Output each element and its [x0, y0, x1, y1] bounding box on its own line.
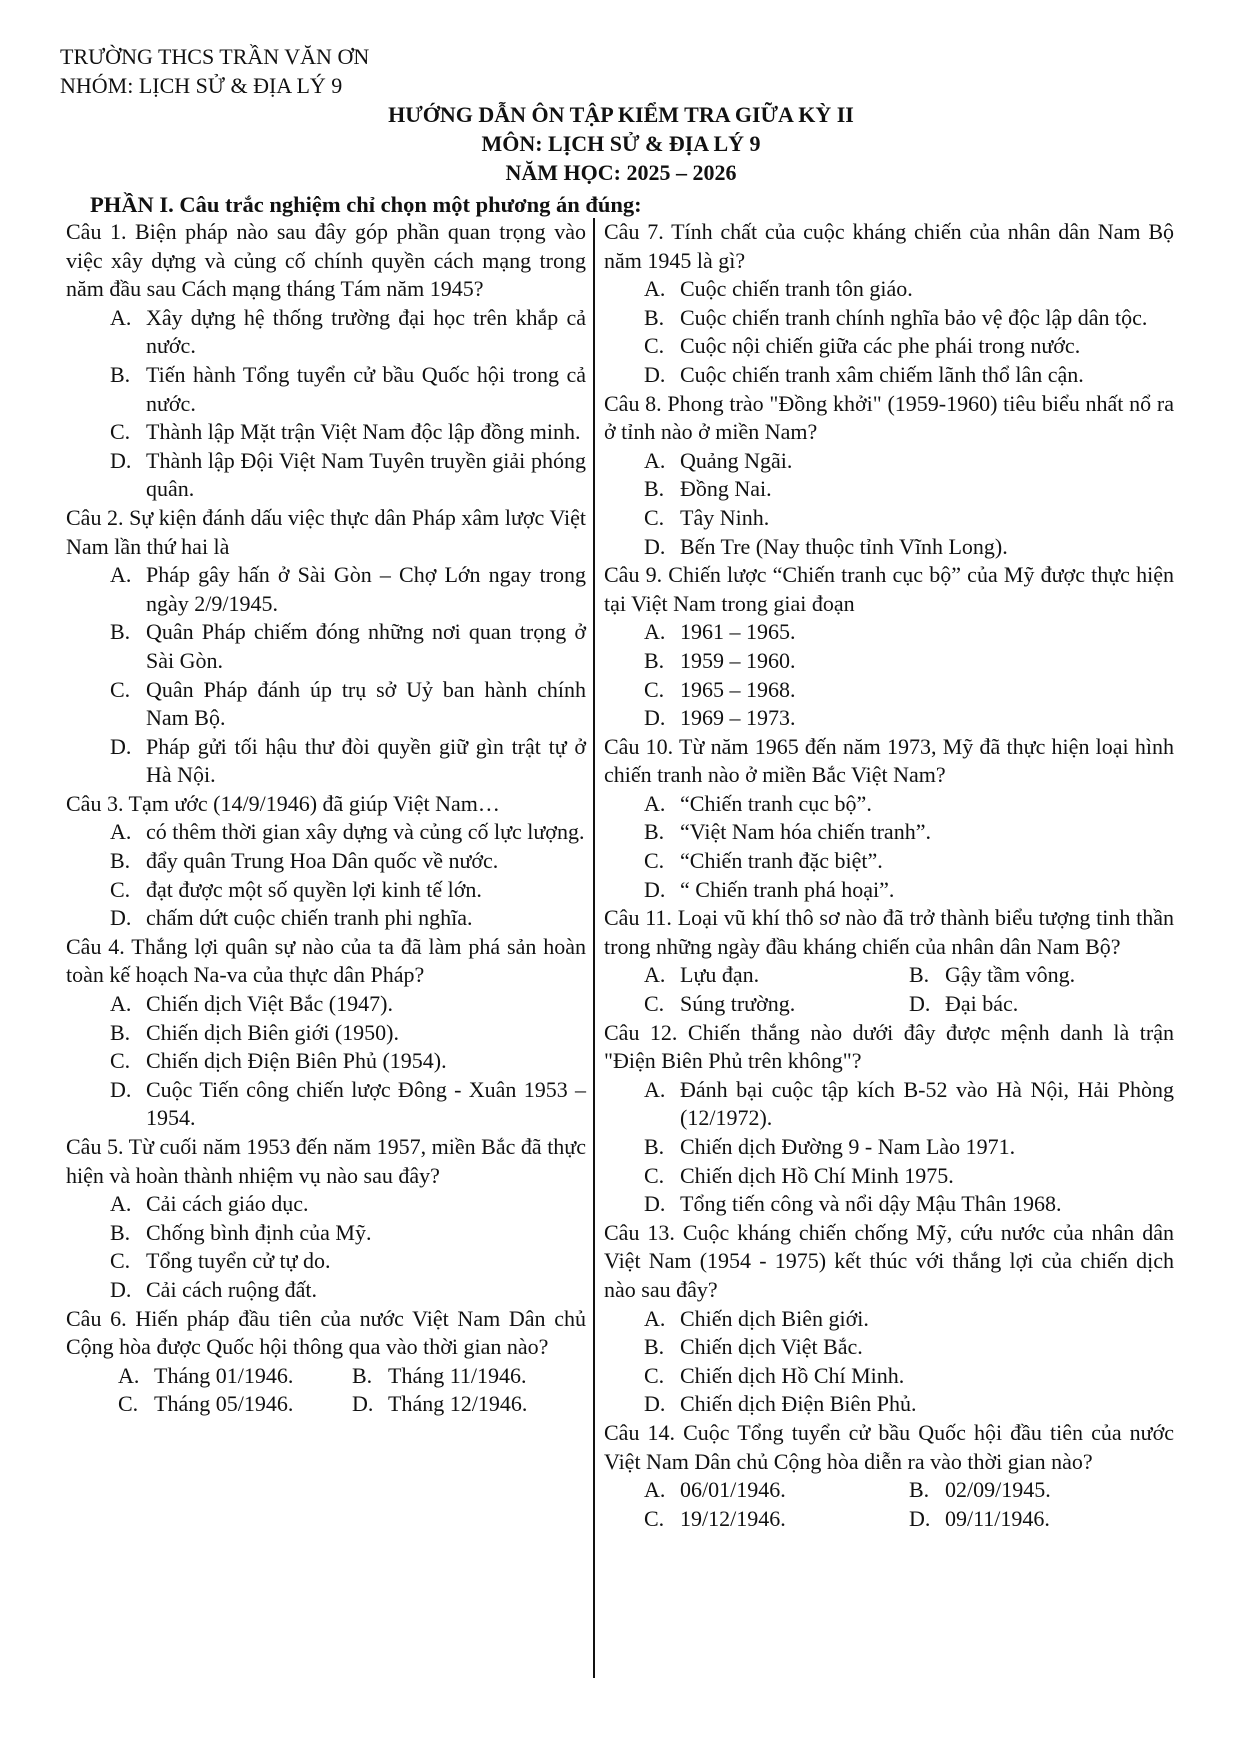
question-13 [604, 1219, 1174, 1419]
option-text: chấm dứt cuộc chiến tranh phi nghĩa. [146, 905, 473, 931]
option-text: 02/09/1945. [945, 1477, 1051, 1503]
option-b [604, 818, 1174, 847]
option-text: Chiến dịch Hồ Chí Minh 1975. [680, 1162, 954, 1188]
question-10 [604, 733, 1174, 905]
option-text: Đại bác. [945, 991, 1019, 1017]
option-label: B. [110, 848, 131, 874]
question-text: Câu 13. Cuộc kháng chiến chống Mỹ, cứu nước của nhân dân Việt Nam (1954 - 1975) kết thúc với thắng lợi của chiến dịch nào sau đây? [604, 1219, 1174, 1302]
option-text: Tiến hành Tổng tuyển cử bầu Quốc hội trong cả nước. [146, 361, 586, 416]
question-8 [604, 390, 1174, 562]
option-b [66, 1219, 586, 1248]
option-label: D. [644, 1191, 666, 1217]
option-text: Chiến dịch Việt Bắc. [680, 1334, 863, 1360]
option-text: Chiến dịch Biên giới (1950). [146, 1019, 399, 1045]
option-label: D. [644, 1391, 666, 1417]
option-d [66, 904, 586, 933]
option-a [604, 618, 1174, 647]
option-label: D. [644, 876, 666, 902]
option-label: C. [644, 848, 665, 874]
option-label: C. [110, 876, 131, 902]
option-text: Chiến dịch Hồ Chí Minh. [680, 1362, 905, 1388]
question-4 [66, 933, 586, 1133]
option-text: “Chiến tranh cục bộ”. [680, 790, 872, 816]
question-text: Câu 2. Sự kiện đánh dấu việc thực dân Pháp xâm lược Việt Nam lần thứ hai là [66, 504, 586, 559]
option-text: 1969 – 1973. [680, 705, 796, 731]
option-label: B. [352, 1362, 373, 1388]
option-text: 09/11/1946. [945, 1505, 1050, 1531]
option-b [66, 847, 586, 876]
option-text: 06/01/1946. [680, 1477, 786, 1503]
option-label: D. [110, 733, 132, 759]
question-7 [604, 218, 1174, 390]
option-text: Xây dựng hệ thống trường đại học trên khắp cả nước. [146, 304, 586, 359]
option-b [604, 1333, 1174, 1362]
option-d [66, 447, 586, 504]
option-a [118, 1362, 352, 1391]
option-label: C. [644, 504, 665, 530]
option-d [604, 533, 1174, 562]
option-d [604, 704, 1174, 733]
option-text: Chiến dịch Điện Biên Phủ (1954). [146, 1048, 447, 1074]
option-b [66, 361, 586, 418]
option-c [604, 676, 1174, 705]
option-row [66, 1362, 586, 1391]
option-a [644, 1476, 909, 1505]
option-a [66, 561, 586, 618]
option-label: A. [644, 962, 666, 988]
option-text: Tháng 12/1946. [388, 1391, 528, 1417]
option-label: D. [909, 1505, 931, 1531]
option-label: A. [644, 1305, 666, 1331]
option-a [644, 961, 909, 990]
option-c [644, 990, 909, 1019]
option-a [604, 447, 1174, 476]
question-text: Câu 11. Loại vũ khí thô sơ nào đã trở thành biểu tượng tinh thần trong những ngày đầu kháng chiến của nhân dân Nam Bộ? [604, 905, 1174, 959]
option-text: Tháng 05/1946. [154, 1391, 294, 1417]
option-text: Pháp gửi tối hậu thư đòi quyền giữ gìn trật tự ở Hà Nội. [146, 733, 586, 788]
document-title [0, 100, 1242, 187]
option-c [66, 1047, 586, 1076]
option-text: Cuộc chiến tranh xâm chiếm lãnh thổ lân cận. [680, 361, 1084, 387]
option-text: Tổng tuyển cử tự do. [146, 1248, 331, 1274]
option-a [66, 990, 586, 1019]
option-b [604, 475, 1174, 504]
question-text: Câu 3. Tạm ước (14/9/1946) đã giúp Việt Nam… [66, 790, 500, 816]
option-text: Đồng Nai. [680, 476, 772, 502]
option-text: Cuộc nội chiến giữa các phe phái trong nước. [680, 333, 1081, 359]
option-d [66, 733, 586, 790]
option-text: Súng trường. [680, 991, 796, 1017]
option-label: B. [110, 1219, 131, 1245]
option-b [352, 1362, 586, 1391]
option-c [644, 1505, 909, 1534]
option-label: D. [644, 361, 666, 387]
option-label: A. [110, 562, 132, 588]
question-6 [66, 1305, 586, 1419]
option-label: C. [644, 1505, 665, 1531]
option-label: D. [909, 991, 931, 1017]
option-label: C. [110, 1048, 131, 1074]
question-14 [604, 1419, 1174, 1533]
part-heading: PHẦN I. Câu trắc nghiệm chỉ chọn một phương án đúng: [90, 192, 642, 217]
subject-group: NHÓM: LỊCH SỬ & ĐỊA LÝ 9 [60, 73, 343, 98]
option-label: C. [644, 333, 665, 359]
option-text: 1965 – 1968. [680, 676, 796, 702]
right-column [604, 218, 1174, 1533]
option-text: Tây Ninh. [680, 504, 770, 530]
title-line-3: NĂM HỌC: 2025 – 2026 [505, 160, 737, 185]
option-label: B. [110, 361, 131, 387]
option-text: “Chiến tranh đặc biệt”. [680, 848, 883, 874]
option-d [604, 1190, 1174, 1219]
option-row [604, 1476, 1174, 1505]
option-c [604, 1362, 1174, 1391]
option-text: Thành lập Đội Việt Nam Tuyên truyền giải phóng quân. [146, 447, 586, 502]
option-c [118, 1390, 352, 1419]
option-text: đẩy quân Trung Hoa Dân quốc về nước. [146, 848, 499, 874]
option-text: 1961 – 1965. [680, 619, 796, 645]
question-text: Câu 12. Chiến thắng nào dưới đây được mệnh danh là trận "Điện Biên Phủ trên không"? [604, 1019, 1174, 1074]
option-text: Cuộc Tiến công chiến lược Đông - Xuân 1953 – 1954. [146, 1076, 586, 1131]
option-d [604, 1390, 1174, 1419]
option-text: “ Chiến tranh phá hoại”. [680, 876, 895, 902]
option-text: Tháng 11/1946. [388, 1362, 527, 1388]
option-label: A. [644, 276, 666, 302]
option-text: Lựu đạn. [680, 962, 760, 988]
option-b [604, 1133, 1174, 1162]
option-text: Chiến dịch Điện Biên Phủ. [680, 1391, 917, 1417]
option-b [604, 304, 1174, 333]
question-text: Câu 4. Thắng lợi quân sự nào của ta đã làm phá sản hoàn toàn kế hoạch Na-va của thực dân Pháp? [66, 933, 586, 988]
option-row [604, 990, 1174, 1019]
option-label: B. [909, 1477, 930, 1503]
option-text: Cải cách ruộng đất. [146, 1276, 318, 1302]
option-label: A. [110, 819, 132, 845]
question-1 [66, 218, 586, 504]
option-label: D. [110, 905, 132, 931]
title-line-2: MÔN: LỊCH SỬ & ĐỊA LÝ 9 [481, 131, 761, 156]
option-label: B. [644, 647, 665, 673]
option-text: Quân Pháp đánh úp trụ sở Uỷ ban hành chính Nam Bộ. [146, 676, 586, 731]
option-label: A. [644, 619, 666, 645]
option-d [909, 990, 1174, 1019]
option-text: Gậy tầm vông. [945, 962, 1076, 988]
option-label: C. [644, 1162, 665, 1188]
option-label: B. [644, 819, 665, 845]
option-label: A. [644, 1477, 666, 1503]
question-5 [66, 1133, 586, 1305]
option-c [66, 418, 586, 447]
option-label: A. [118, 1362, 140, 1388]
option-text: Chiến dịch Biên giới. [680, 1305, 869, 1331]
question-text: Câu 14. Cuộc Tổng tuyển cử bầu Quốc hội đầu tiên của nước Việt Nam Dân chủ Cộng hòa diễn ra vào thời gian nào? [604, 1419, 1174, 1474]
option-d [66, 1076, 586, 1133]
option-text: Chiến dịch Đường 9 - Nam Lào 1971. [680, 1134, 1016, 1159]
option-c [604, 332, 1174, 361]
option-label: D. [644, 533, 666, 559]
option-label: B. [644, 476, 665, 502]
question-text: Câu 8. Phong trào "Đồng khởi" (1959-1960) tiêu biểu nhất nổ ra ở tỉnh nào ở miền Nam? [604, 390, 1174, 445]
option-b [909, 961, 1174, 990]
option-text: Cuộc chiến tranh tôn giáo. [680, 276, 913, 302]
option-row [604, 961, 1174, 990]
option-label: C. [644, 676, 665, 702]
school-name: TRƯỜNG THCS TRẦN VĂN ƠN [60, 44, 370, 69]
option-label: A. [644, 447, 666, 473]
school-header [60, 42, 369, 100]
option-b [909, 1476, 1174, 1505]
option-label: C. [644, 991, 665, 1017]
option-label: B. [110, 619, 131, 645]
option-text: Tháng 01/1946. [154, 1362, 294, 1388]
option-label: B. [644, 1334, 665, 1360]
option-text: “Việt Nam hóa chiến tranh”. [680, 819, 931, 845]
question-text: Câu 6. Hiến pháp đầu tiên của nước Việt Nam Dân chủ Cộng hòa được Quốc hội thông qua vào thời gian nào? [66, 1305, 586, 1360]
question-11 [604, 904, 1174, 1018]
option-label: B. [644, 304, 665, 330]
option-c [604, 847, 1174, 876]
option-c [66, 1247, 586, 1276]
option-text: Đánh bại cuộc tập kích B-52 vào Hà Nội, Hải Phòng (12/1972). [680, 1076, 1174, 1131]
title-line-1: HƯỚNG DẪN ÔN TẬP KIỂM TRA GIỮA KỲ II [388, 102, 854, 127]
option-row [604, 1505, 1174, 1534]
option-d [352, 1390, 586, 1419]
option-label: C. [644, 1362, 665, 1388]
option-label: A. [110, 304, 132, 330]
option-label: D. [352, 1391, 374, 1417]
option-text: Quân Pháp chiếm đóng những nơi quan trọng ở Sài Gòn. [146, 619, 586, 673]
option-a [66, 818, 586, 847]
option-text: 1959 – 1960. [680, 647, 796, 673]
option-text: Bến Tre (Nay thuộc tỉnh Vĩnh Long). [680, 533, 1008, 559]
option-label: B. [110, 1019, 131, 1045]
option-label: C. [110, 1248, 131, 1274]
left-column [66, 218, 586, 1419]
option-d [909, 1505, 1174, 1534]
option-b [604, 647, 1174, 676]
question-text: Câu 5. Từ cuối năm 1953 đến năm 1957, miền Bắc đã thực hiện và hoàn thành nhiệm vụ nào sau đây? [66, 1134, 586, 1188]
option-label: C. [110, 676, 131, 702]
option-label: D. [644, 705, 666, 731]
question-12 [604, 1019, 1174, 1219]
option-a [604, 275, 1174, 304]
option-a [66, 304, 586, 361]
option-label: A. [110, 1191, 132, 1217]
option-b [66, 1019, 586, 1048]
question-text: Câu 7. Tính chất của cuộc kháng chiến của nhân dân Nam Bộ năm 1945 là gì? [604, 219, 1174, 273]
option-c [66, 676, 586, 733]
option-text: Quảng Ngãi. [680, 447, 793, 473]
option-d [604, 361, 1174, 390]
option-label: B. [644, 1134, 665, 1159]
option-label: A. [644, 1076, 666, 1102]
option-label: C. [118, 1391, 139, 1417]
option-a [66, 1190, 586, 1219]
option-text: đạt được một số quyền lợi kinh tế lớn. [146, 876, 482, 902]
option-label: D. [110, 1276, 132, 1302]
column-divider [593, 218, 595, 1678]
option-a [604, 1305, 1174, 1334]
option-text: Thành lập Mặt trận Việt Nam độc lập đồng minh. [146, 419, 581, 445]
option-text: Chiến dịch Việt Bắc (1947). [146, 991, 393, 1017]
option-label: C. [110, 419, 131, 445]
option-c [604, 504, 1174, 533]
option-d [604, 876, 1174, 905]
option-row [66, 1390, 586, 1419]
option-label: D. [110, 1076, 132, 1102]
option-text: có thêm thời gian xây dựng và củng cố lực lượng. [146, 819, 585, 845]
option-a [604, 790, 1174, 819]
option-label: B. [909, 962, 930, 988]
option-label: A. [644, 790, 666, 816]
option-text: Chống bình định của Mỹ. [146, 1219, 372, 1245]
question-3 [66, 790, 586, 933]
option-c [604, 1162, 1174, 1191]
question-9 [604, 561, 1174, 733]
option-text: Pháp gây hấn ở Sài Gòn – Chợ Lớn ngay trong ngày 2/9/1945. [146, 562, 586, 616]
question-text: Câu 9. Chiến lược “Chiến tranh cục bộ” của Mỹ được thực hiện tại Việt Nam trong giai đoạn [604, 562, 1174, 616]
option-b [66, 618, 586, 675]
option-a [604, 1076, 1174, 1133]
question-text: Câu 1. Biện pháp nào sau đây góp phần quan trọng vào việc xây dựng và củng cố chính quyền cách mạng trong năm đầu sau Cách mạng tháng Tám năm 1945? [66, 219, 586, 302]
question-text: Câu 10. Từ năm 1965 đến năm 1973, Mỹ đã thực hiện loại hình chiến tranh nào ở miền Bắc Việt Nam? [604, 733, 1174, 788]
option-d [66, 1276, 586, 1305]
option-label: D. [110, 447, 132, 473]
option-c [66, 876, 586, 905]
option-text: Tổng tiến công và nổi dậy Mậu Thân 1968. [680, 1191, 1062, 1217]
question-2 [66, 504, 586, 790]
option-text: 19/12/1946. [680, 1505, 786, 1531]
option-text: Cuộc chiến tranh chính nghĩa bảo vệ độc lập dân tộc. [680, 304, 1148, 330]
option-label: A. [110, 991, 132, 1017]
option-text: Cải cách giáo dục. [146, 1191, 309, 1217]
